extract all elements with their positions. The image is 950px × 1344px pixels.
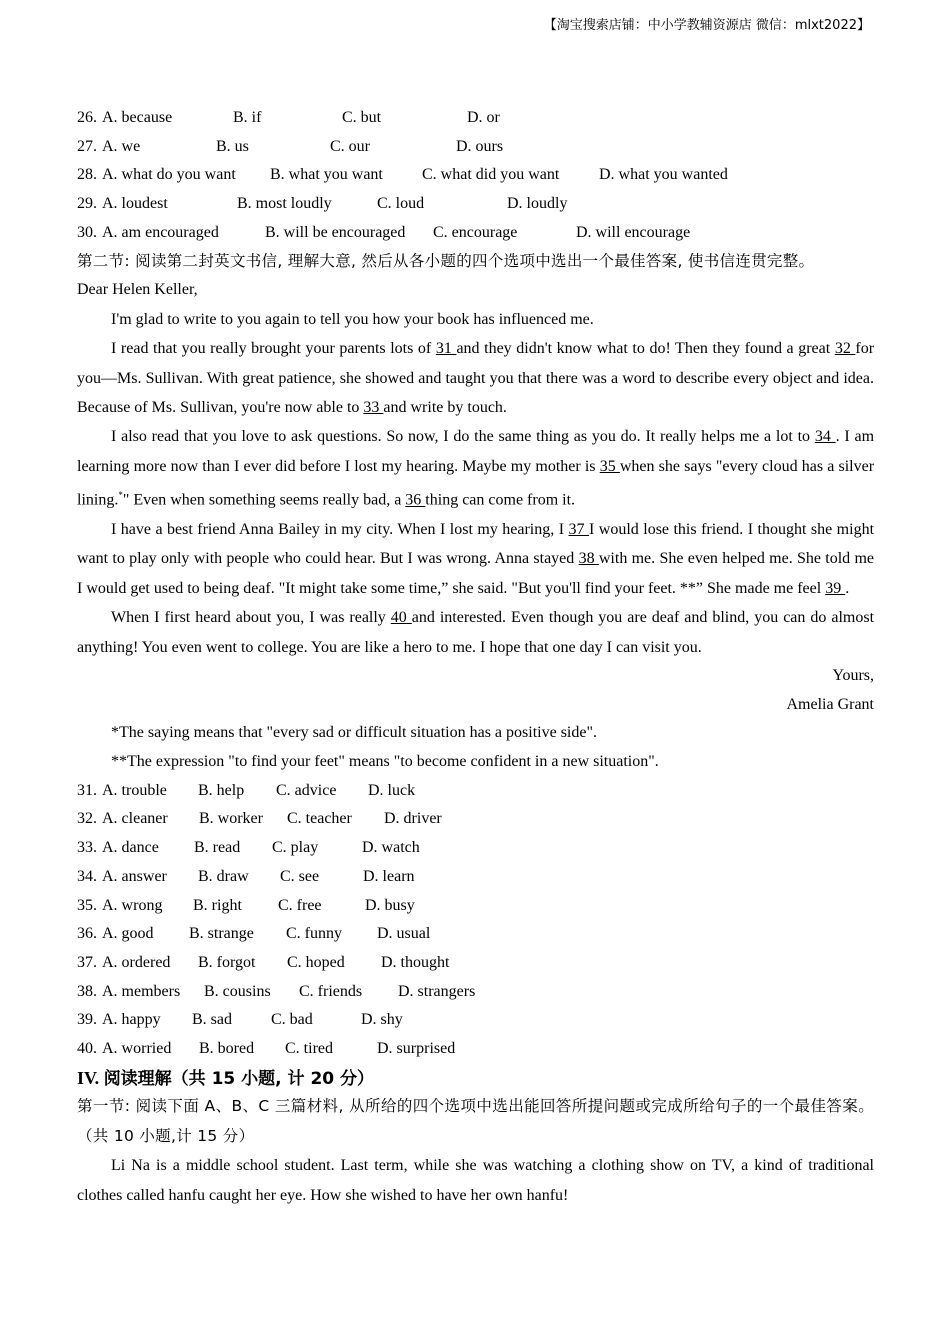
option-d: D. busy	[365, 896, 415, 914]
page-header: 【淘宝搜索店铺：中小学教辅资源店 微信：mlxt2022】	[543, 18, 870, 33]
option-c: C. teacher	[287, 810, 352, 828]
text-segment: thing can come from it.	[425, 491, 576, 509]
option-c: C. tired	[285, 1039, 333, 1057]
question-number: 38.	[77, 982, 97, 1000]
text-segment: When I first heard about you, I was really	[111, 609, 386, 627]
option-a: A. cleaner	[102, 810, 168, 828]
option-b: B. strange	[189, 925, 254, 943]
option-a: A. am encouraged	[102, 223, 219, 241]
question-28	[77, 161, 874, 190]
question-number: 36.	[77, 925, 97, 943]
option-c: C. encourage	[433, 223, 518, 241]
letter-paragraph-1: I'm glad to write to you again to tell you how your book has influenced me.	[111, 310, 594, 328]
option-a: A. trouble	[102, 781, 167, 799]
option-c: C. see	[280, 867, 320, 885]
text-segment: and interested. Even though you are deaf and blind, you can do almost anything! You even went to college. You are like a hero to me. I hope that one day I can visit you.	[77, 609, 875, 656]
text-segment: I read that you really brought your parents lots of	[111, 340, 432, 358]
text-segment: I would lose this friend. I thought she might want to play only with people who could hear. But I was wrong. Anna stayed	[77, 520, 875, 568]
text-segment: for you—Ms. Sullivan. With great patience, she showed and taught you that there was a word to describe every object and idea. Because of Ms. Sullivan, you're now able to	[77, 340, 875, 417]
option-d: D. strangers	[398, 982, 476, 1000]
option-c: C. advice	[276, 781, 337, 799]
blank-34: 34	[814, 428, 836, 446]
question-number: 39.	[77, 1011, 97, 1029]
option-a: A. good	[102, 925, 154, 943]
text-segment: " Even when something seems really bad, a	[122, 491, 402, 509]
option-d: D. thought	[381, 953, 450, 971]
question-number: 40.	[77, 1039, 97, 1057]
option-c: C. free	[278, 896, 322, 914]
option-d: D. driver	[384, 810, 442, 828]
option-c: C. friends	[299, 982, 363, 1000]
option-b: B. cousins	[204, 982, 271, 1000]
option-a: A. happy	[102, 1011, 161, 1029]
question-35	[77, 892, 874, 921]
blank-33: 33	[363, 399, 384, 417]
option-c: C. loud	[377, 195, 425, 213]
question-40	[77, 1035, 874, 1064]
letter-salutation: Dear Helen Keller,	[77, 281, 198, 299]
option-a: A. members	[102, 982, 181, 1000]
question-number: 33.	[77, 839, 97, 857]
letter	[77, 276, 874, 777]
question-number: 28.	[77, 166, 97, 184]
letter-closing: Yours,	[832, 667, 874, 685]
question-27	[77, 133, 874, 162]
option-c: C. our	[330, 137, 370, 155]
option-a: A. loudest	[102, 195, 168, 213]
section4-instruction: 第一节: 阅读下面 A、B、C 三篇材料, 从所给的四个选项中选出能回答所提问题或完成所给句子的一个最佳答案。（共 10 小题,计 15 分）	[77, 1097, 874, 1145]
letter-paragraph-3	[77, 422, 874, 515]
option-a: A. dance	[102, 839, 159, 857]
text-segment: and write by touch.	[383, 399, 507, 417]
option-b: B. worker	[199, 810, 263, 828]
letter-paragraph-4	[77, 515, 874, 603]
option-c: C. hoped	[287, 953, 345, 971]
letter-signature: Amelia Grant	[786, 695, 874, 713]
option-d: D. luck	[368, 781, 416, 799]
option-d: D. or	[467, 109, 500, 126]
document-content	[77, 104, 874, 1210]
text-segment: with me. She even helped me. She told me I would get used to being deaf. "It might take some time,” she said. "But you'll find your feet. **” She made me feel	[77, 550, 875, 597]
option-b: B. us	[216, 137, 249, 155]
question-number: 31.	[77, 781, 97, 799]
text-segment: when she says "every cloud has a silver lining.	[77, 457, 875, 509]
question-29	[77, 190, 874, 219]
question-number: 26.	[77, 109, 97, 126]
blank-35: 35	[599, 457, 620, 475]
option-c: C. but	[342, 109, 382, 126]
footnote-mark: *	[118, 490, 123, 501]
text-segment: I also read that you love to ask questions. So now, I do the same thing as you do. It really helps me a lot to	[111, 428, 811, 446]
footnote-1: *The saying means that "every sad or difficult situation has a positive side".	[111, 724, 597, 742]
question-39	[77, 1006, 874, 1035]
question-number: 34.	[77, 867, 97, 885]
question-number: 29.	[77, 195, 97, 213]
question-group-31-40	[77, 777, 874, 1064]
question-32	[77, 805, 874, 834]
option-d: D. will encourage	[576, 223, 691, 241]
question-30	[77, 219, 874, 248]
question-34	[77, 863, 874, 892]
question-38	[77, 978, 874, 1007]
text-segment: . I am learning more now than I ever did before I lost my hearing. Maybe my mother is	[77, 428, 875, 475]
letter-paragraph-5	[77, 603, 874, 662]
option-a: A. what do you want	[102, 166, 236, 184]
question-number: 27.	[77, 137, 97, 155]
option-d: D. ours	[456, 137, 504, 155]
option-b: B. bored	[199, 1039, 255, 1057]
question-26	[77, 104, 874, 133]
option-d: D. usual	[377, 925, 431, 943]
blank-39: 39	[825, 579, 846, 597]
option-a: A. worried	[102, 1039, 172, 1057]
footnote-2: **The expression "to find your feet" means "to become confident in a new situation".	[111, 753, 659, 771]
blank-36: 36	[405, 491, 426, 509]
blank-32: 32	[834, 340, 856, 358]
option-a: A. because	[102, 109, 173, 126]
section4-title	[77, 1064, 874, 1093]
option-d: D. shy	[361, 1011, 403, 1029]
option-b: B. sad	[192, 1011, 232, 1029]
option-b: B. help	[198, 781, 245, 799]
option-d: D. learn	[363, 867, 415, 885]
option-d: D. what you wanted	[599, 166, 728, 184]
option-b: B. right	[193, 896, 242, 914]
option-c: C. what did you want	[422, 166, 560, 184]
option-c: C. funny	[286, 925, 342, 943]
option-d: D. loudly	[507, 195, 568, 213]
blank-31: 31	[435, 340, 457, 358]
text-segment: .	[845, 579, 850, 597]
question-37	[77, 949, 874, 978]
option-b: B. if	[233, 109, 262, 126]
section4-title-text: 阅读理解（共 15 小题, 计 20 分）	[103, 1068, 375, 1089]
text-segment: I have a best friend Anna Bailey in my city. When I lost my hearing, I	[111, 520, 565, 538]
question-36	[77, 920, 874, 949]
option-b: B. most loudly	[237, 195, 332, 213]
option-a: A. answer	[102, 867, 167, 885]
question-33	[77, 834, 874, 863]
question-group-26-30	[77, 104, 874, 247]
option-c: C. bad	[271, 1011, 313, 1029]
option-a: A. we	[102, 137, 141, 155]
question-number: 32.	[77, 810, 97, 828]
text-segment: and they didn't know what to do! Then they found a great	[456, 340, 831, 358]
blank-38: 38	[578, 550, 599, 568]
option-d: D. surprised	[377, 1039, 456, 1057]
option-b: B. forgot	[198, 953, 256, 971]
option-a: A. ordered	[102, 953, 171, 971]
letter-paragraph-2	[77, 334, 874, 422]
option-b: B. draw	[198, 867, 249, 885]
option-a: A. wrong	[102, 896, 163, 914]
section2-instruction: 第二节: 阅读第二封英文书信, 理解大意, 然后从各小题的四个选项中选出一个最佳答案, 使书信连贯完整。	[77, 252, 815, 271]
question-31	[77, 777, 874, 806]
section4-roman: IV.	[77, 1067, 100, 1088]
question-number: 35.	[77, 896, 97, 914]
option-d: D. watch	[362, 839, 420, 857]
blank-37: 37	[568, 520, 589, 538]
blank-40: 40	[390, 609, 412, 627]
option-c: C. play	[272, 839, 319, 857]
option-b: B. what you want	[270, 166, 383, 184]
option-b: B. read	[194, 839, 241, 857]
passage-a-start: Li Na is a middle school student. Last term, while she was watching a clothing show on TV, a kind of traditional clothes called hanfu caught her eye. How she wished to have her own hanfu!	[77, 1157, 874, 1204]
question-number: 30.	[77, 223, 97, 241]
option-b: B. will be encouraged	[265, 223, 406, 241]
question-number: 37.	[77, 953, 97, 971]
